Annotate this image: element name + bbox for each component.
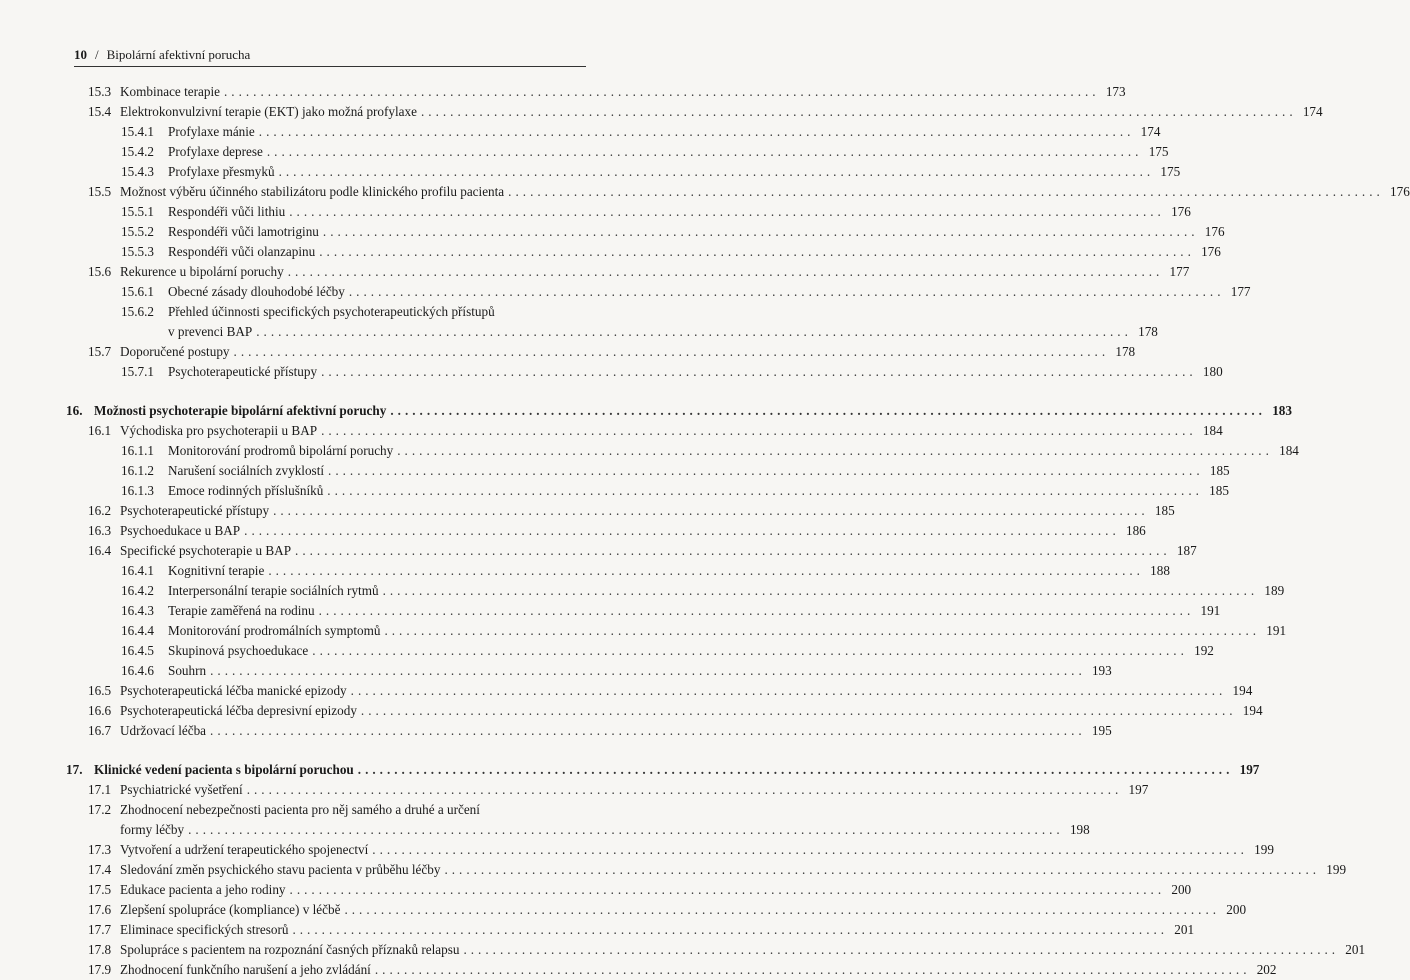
toc-dot-leader: ........................................................................................................................ xyxy=(382,583,1259,598)
toc-entry-page: 197 xyxy=(1239,762,1260,777)
toc-entry-page: 202 xyxy=(1256,962,1277,977)
toc-entry[interactable] xyxy=(66,561,1170,581)
toc-chapter-entry[interactable] xyxy=(66,760,1260,780)
toc-entry[interactable] xyxy=(66,501,1175,521)
toc-entry-number: 16.4.2 xyxy=(121,583,154,598)
header-running-title: Bipolární afektivní porucha xyxy=(106,47,251,62)
toc-dot-leader: ........................................................................................................................ xyxy=(188,822,1064,837)
toc-entry-title: Respondéři vůči lithiu xyxy=(168,204,286,219)
toc-entry-page: 176 xyxy=(1390,184,1410,199)
toc-entry-page: 175 xyxy=(1148,144,1169,159)
toc-entry-page: 176 xyxy=(1204,224,1225,239)
toc-entry-number: 15.6.2 xyxy=(121,304,154,319)
toc-dot-leader: ........................................................................................................................ xyxy=(390,403,1266,418)
toc-entry-title: Eliminace specifických stresorů xyxy=(120,922,289,937)
toc-entry-title: Monitorování prodromálních symptomů xyxy=(168,623,381,638)
toc-entry-number: 15.6.1 xyxy=(121,284,154,299)
toc-entry-number: 16. xyxy=(66,403,83,418)
toc-entry-title: Sledování změn psychického stavu pacienta v průběhu léčby xyxy=(120,862,441,877)
toc-entry-title: Psychiatrické vyšetření xyxy=(120,782,243,797)
toc-entry-title: Východiska pro psychoterapii u BAP xyxy=(120,423,318,438)
toc-entry-title: Respondéři vůči olanzapinu xyxy=(168,244,316,259)
toc-entry-number: 15.6 xyxy=(88,264,112,279)
toc-entry[interactable] xyxy=(66,342,1136,362)
toc-entry-title: Možnosti psychoterapie bipolární afektivní poruchy xyxy=(94,403,387,418)
toc-entry-page: 194 xyxy=(1242,703,1263,718)
toc-entry-page: 195 xyxy=(1091,723,1112,738)
toc-dot-leader: ........................................................................................................................ xyxy=(312,643,1188,658)
toc-entry-number: 16.1.3 xyxy=(121,483,154,498)
toc-dot-leader: ........................................................................................................................ xyxy=(292,922,1169,937)
toc-entry-page: 188 xyxy=(1150,563,1170,578)
toc-entry-title: Monitorování prodromů bipolární poruchy xyxy=(168,443,394,458)
toc-dot-leader: ........................................................................................................................ xyxy=(350,683,1227,698)
toc-entry-title: formy léčby xyxy=(120,822,185,837)
toc-entry[interactable] xyxy=(66,322,1158,342)
toc-entry-title: Rekurence u bipolární poruchy xyxy=(120,264,284,279)
toc-entry-number: 15.4.3 xyxy=(121,164,154,179)
toc-entry-title: Zhodnocení nebezpečnosti pacienta pro něj samého a druhé a určení xyxy=(120,802,480,817)
toc-entry-number: 17.2 xyxy=(88,802,112,817)
toc-dot-leader: ........................................................................................................................ xyxy=(360,703,1237,718)
toc-entry-number: 15.5.3 xyxy=(121,244,154,259)
toc-entry[interactable] xyxy=(66,641,1214,661)
toc-entry-title: Psychoterapeutické přístupy xyxy=(168,364,318,379)
toc-entry-number: 16.6 xyxy=(88,703,112,718)
toc-entry-page: 177 xyxy=(1169,264,1190,279)
toc-entry-page: 185 xyxy=(1209,483,1229,498)
toc-entry[interactable] xyxy=(66,820,1090,840)
toc-entry-number: 16.1.1 xyxy=(121,443,154,458)
toc-entry[interactable] xyxy=(66,202,1191,222)
toc-entry[interactable] xyxy=(66,282,1251,302)
toc-dot-leader: ........................................................................................................................ xyxy=(223,84,1100,99)
toc-entry-title: Skupinová psychoedukace xyxy=(168,643,309,658)
toc-dot-leader: ........................................................................................................................ xyxy=(384,623,1261,638)
toc-entry-title: Edukace pacienta a jeho rodiny xyxy=(120,882,286,897)
toc-entry-title: Psychoedukace u BAP xyxy=(120,523,241,538)
toc-entry-number: 16.2 xyxy=(88,503,112,518)
toc-entry-title: Zlepšení spolupráce (kompliance) v léčbě xyxy=(120,902,341,917)
toc-entry-title: Klinické vedení pacienta s bipolární poruchou xyxy=(94,762,354,777)
toc-dot-leader: ........................................................................................................................ xyxy=(508,184,1384,199)
toc-entry-title: Psychoterapeutické přístupy xyxy=(120,503,270,518)
toc-entry-number: 17.9 xyxy=(88,962,112,977)
toc-entry-title: Profylaxe přesmyků xyxy=(168,164,275,179)
toc-dot-leader: ........................................................................................................................ xyxy=(357,762,1234,777)
toc-entry[interactable] xyxy=(66,541,1197,561)
toc-entry-page: 187 xyxy=(1176,543,1197,558)
toc-dot-leader: ........................................................................................................................ xyxy=(266,144,1143,159)
toc-entry-number: 17.6 xyxy=(88,902,112,917)
toc-entry-title: Terapie zaměřená na rodinu xyxy=(168,603,315,618)
toc-entry-number: 15.3 xyxy=(88,84,112,99)
toc-entry-page: 194 xyxy=(1232,683,1253,698)
toc-entry-title: Kombinace terapie xyxy=(120,84,220,99)
toc-entry-page: 198 xyxy=(1069,822,1090,837)
toc-entry-title: Narušení sociálních zvyklostí xyxy=(168,463,325,478)
toc-entry-page: 174 xyxy=(1140,124,1161,139)
toc-dot-leader: ........................................................................................................................ xyxy=(273,503,1149,518)
toc-entry-title: Elektrokonvulzivní terapie (EKT) jako možná profylaxe xyxy=(120,104,417,119)
toc-dot-leader: ........................................................................................................................ xyxy=(278,164,1155,179)
toc-entry[interactable] xyxy=(66,362,1223,382)
toc-entry[interactable] xyxy=(66,182,1410,202)
toc-entry[interactable] xyxy=(66,302,584,322)
toc-dot-leader: ........................................................................................................................ xyxy=(321,364,1197,379)
toc-entry[interactable] xyxy=(66,721,1112,741)
toc-dot-leader: ........................................................................................................................ xyxy=(256,324,1132,339)
toc-entry-title: Psychoterapeutická léčba depresivní epizody xyxy=(120,703,357,718)
toc-dot-leader: ........................................................................................................................ xyxy=(321,423,1197,438)
toc-entry[interactable] xyxy=(66,840,1274,860)
toc-entry-title: Doporučené postupy xyxy=(120,344,230,359)
toc-dot-leader: ........................................................................................................................ xyxy=(246,782,1123,797)
toc-entry-title: Možnost výběru účinného stabilizátoru podle klinického profilu pacienta xyxy=(120,184,505,199)
toc-entry-number: 16.3 xyxy=(88,523,112,538)
toc-dot-leader: ........................................................................................................................ xyxy=(233,344,1110,359)
toc-entry[interactable] xyxy=(66,481,1229,501)
toc-entry-number: 17.1 xyxy=(88,782,112,797)
toc-entry-page: 200 xyxy=(1226,902,1247,917)
toc-entry-page: 201 xyxy=(1174,922,1195,937)
toc-entry-page: 178 xyxy=(1138,324,1158,339)
toc-entry-number: 16.4.6 xyxy=(121,663,154,678)
toc-entry-page: 185 xyxy=(1209,463,1230,478)
toc-entry[interactable] xyxy=(66,222,1225,242)
toc-entry[interactable] xyxy=(66,601,1221,621)
toc-entry-number: 16.4.3 xyxy=(121,603,154,618)
toc-entry-number: 15.7 xyxy=(88,344,112,359)
toc-entry-title: Obecné zásady dlouhodobé léčby xyxy=(168,284,345,299)
toc-entry-number: 17. xyxy=(66,762,83,777)
toc-entry[interactable] xyxy=(66,681,1253,701)
header-separator: / xyxy=(95,47,99,62)
toc-dot-leader: ........................................................................................................................ xyxy=(258,124,1135,139)
toc-entry-page: 200 xyxy=(1171,882,1192,897)
toc-entry-page: 185 xyxy=(1154,503,1175,518)
toc-dot-leader: ........................................................................................................................ xyxy=(210,663,1086,678)
toc-entry-page: 177 xyxy=(1230,284,1251,299)
toc-entry-page: 175 xyxy=(1160,164,1181,179)
toc-entry-page: 176 xyxy=(1201,244,1221,259)
toc-entry-number: 17.3 xyxy=(88,842,112,857)
toc-entry-number: 17.5 xyxy=(88,882,112,897)
toc-dot-leader: ........................................................................................................................ xyxy=(268,563,1144,578)
toc-entry-page: 191 xyxy=(1266,623,1287,638)
toc-entry[interactable] xyxy=(66,581,1285,601)
section-gap xyxy=(66,741,584,760)
table-of-contents xyxy=(66,82,1410,980)
toc-entry-page: 197 xyxy=(1128,782,1149,797)
toc-entry[interactable] xyxy=(66,242,1221,262)
toc-entry-page: 189 xyxy=(1264,583,1285,598)
toc-entry-title: Specifické psychoterapie u BAP xyxy=(120,543,292,558)
running-header xyxy=(74,47,586,67)
toc-entry[interactable] xyxy=(66,900,1247,920)
toc-dot-leader: ........................................................................................................................ xyxy=(287,264,1164,279)
toc-entry-page: 184 xyxy=(1202,423,1223,438)
toc-entry-title: Vytvoření a udržení terapeutického spojenectví xyxy=(120,842,369,857)
toc-entry-number: 15.5.1 xyxy=(121,204,154,219)
toc-entry-title: v prevenci BAP xyxy=(168,324,253,339)
toc-dot-leader: ........................................................................................................................ xyxy=(444,862,1321,877)
toc-entry[interactable] xyxy=(66,960,1277,980)
toc-entry-page: 176 xyxy=(1171,204,1191,219)
toc-entry-page: 191 xyxy=(1200,603,1221,618)
toc-entry-number: 15.5 xyxy=(88,184,112,199)
toc-entry-title: Interpersonální terapie sociálních rytmů xyxy=(168,583,379,598)
toc-entry[interactable] xyxy=(66,621,1287,641)
toc-entry[interactable] xyxy=(66,860,1347,880)
toc-entry[interactable] xyxy=(66,461,1230,481)
toc-entry-title: Souhrn xyxy=(168,663,207,678)
toc-dot-leader: ........................................................................................................................ xyxy=(344,902,1221,917)
toc-entry-number: 16.4 xyxy=(88,543,112,558)
toc-entry-title: Udržovací léčba xyxy=(120,723,207,738)
toc-entry-page: 183 xyxy=(1272,403,1292,418)
toc-entry-number: 17.4 xyxy=(88,862,112,877)
toc-dot-leader: ........................................................................................................................ xyxy=(397,443,1273,458)
toc-entry[interactable] xyxy=(66,800,584,820)
toc-entry-title: Profylaxe deprese xyxy=(168,144,263,159)
toc-entry[interactable] xyxy=(66,880,1192,900)
toc-entry[interactable] xyxy=(66,521,1146,541)
toc-chapter-entry[interactable] xyxy=(66,401,1292,421)
toc-entry-title: Zhodnocení funkčního narušení a jeho zvládání xyxy=(120,962,371,977)
toc-entry-number: 15.4 xyxy=(88,104,112,119)
toc-entry[interactable] xyxy=(66,162,1181,182)
toc-dot-leader: ........................................................................................................................ xyxy=(420,104,1297,119)
toc-entry[interactable] xyxy=(66,421,1223,441)
toc-entry-number: 16.4.1 xyxy=(121,563,154,578)
toc-entry-number: 16.5 xyxy=(88,683,112,698)
toc-entry-page: 174 xyxy=(1302,104,1323,119)
toc-entry[interactable] xyxy=(66,262,1190,282)
toc-dot-leader: ........................................................................................................................ xyxy=(289,882,1166,897)
toc-entry-number: 17.8 xyxy=(88,942,112,957)
toc-entry-number: 16.1 xyxy=(88,423,112,438)
toc-entry-page: 199 xyxy=(1326,862,1347,877)
toc-entry-page: 201 xyxy=(1345,942,1366,957)
toc-entry-title: Psychoterapeutická léčba manické epizody xyxy=(120,683,347,698)
toc-entry[interactable] xyxy=(66,661,1112,681)
toc-entry[interactable] xyxy=(66,142,1169,162)
toc-entry-title: Kognitivní terapie xyxy=(168,563,265,578)
toc-dot-leader: ........................................................................................................................ xyxy=(210,723,1086,738)
toc-entry-number: 15.5.2 xyxy=(121,224,154,239)
toc-entry[interactable] xyxy=(66,82,1126,102)
toc-entry-title: Profylaxe mánie xyxy=(168,124,255,139)
toc-entry-page: 173 xyxy=(1105,84,1126,99)
toc-dot-leader: ........................................................................................................................ xyxy=(374,962,1251,977)
toc-entry[interactable] xyxy=(66,701,1263,721)
toc-entry-number: 16.7 xyxy=(88,723,112,738)
toc-entry-number: 15.4.2 xyxy=(121,144,154,159)
toc-entry-number: 15.7.1 xyxy=(121,364,154,379)
toc-entry-number: 16.4.5 xyxy=(121,643,154,658)
toc-dot-leader: ........................................................................................................................ xyxy=(327,483,1203,498)
toc-entry[interactable] xyxy=(66,940,1366,960)
toc-dot-leader: ........................................................................................................................ xyxy=(319,244,1195,259)
toc-entry-number: 16.1.2 xyxy=(121,463,154,478)
toc-dot-leader: ........................................................................................................................ xyxy=(322,224,1199,239)
toc-entry-page: 180 xyxy=(1202,364,1223,379)
toc-entry[interactable] xyxy=(66,102,1323,122)
toc-dot-leader: ........................................................................................................................ xyxy=(348,284,1225,299)
toc-entry[interactable] xyxy=(66,780,1149,800)
toc-entry-page: 192 xyxy=(1194,643,1214,658)
toc-dot-leader: ........................................................................................................................ xyxy=(372,842,1248,857)
toc-entry-page: 186 xyxy=(1125,523,1146,538)
toc-dot-leader: ........................................................................................................................ xyxy=(463,942,1340,957)
toc-entry-number: 16.4.4 xyxy=(121,623,154,638)
toc-dot-leader: ........................................................................................................................ xyxy=(289,204,1165,219)
toc-entry[interactable] xyxy=(66,920,1195,940)
toc-entry[interactable] xyxy=(66,122,1161,142)
toc-entry-page: 193 xyxy=(1091,663,1112,678)
toc-entry-number: 15.4.1 xyxy=(121,124,154,139)
toc-entry-title: Respondéři vůči lamotriginu xyxy=(168,224,319,239)
toc-entry-number: 17.7 xyxy=(88,922,112,937)
toc-entry[interactable] xyxy=(66,441,1299,461)
toc-dot-leader: ........................................................................................................................ xyxy=(318,603,1195,618)
toc-dot-leader: ........................................................................................................................ xyxy=(328,463,1204,478)
toc-entry-title: Přehled účinnosti specifických psychoterapeutických přístupů xyxy=(168,304,495,319)
header-page-number: 10 xyxy=(74,47,87,62)
toc-entry-title: Emoce rodinných příslušníků xyxy=(168,483,324,498)
toc-dot-leader: ........................................................................................................................ xyxy=(295,543,1171,558)
toc-entry-page: 178 xyxy=(1115,344,1136,359)
toc-entry-title: Spolupráce s pacientem na rozpoznání časných příznaků relapsu xyxy=(120,942,460,957)
toc-entry-page: 184 xyxy=(1279,443,1299,458)
section-gap xyxy=(66,382,584,401)
toc-dot-leader: ........................................................................................................................ xyxy=(244,523,1120,538)
toc-entry-page: 199 xyxy=(1254,842,1274,857)
